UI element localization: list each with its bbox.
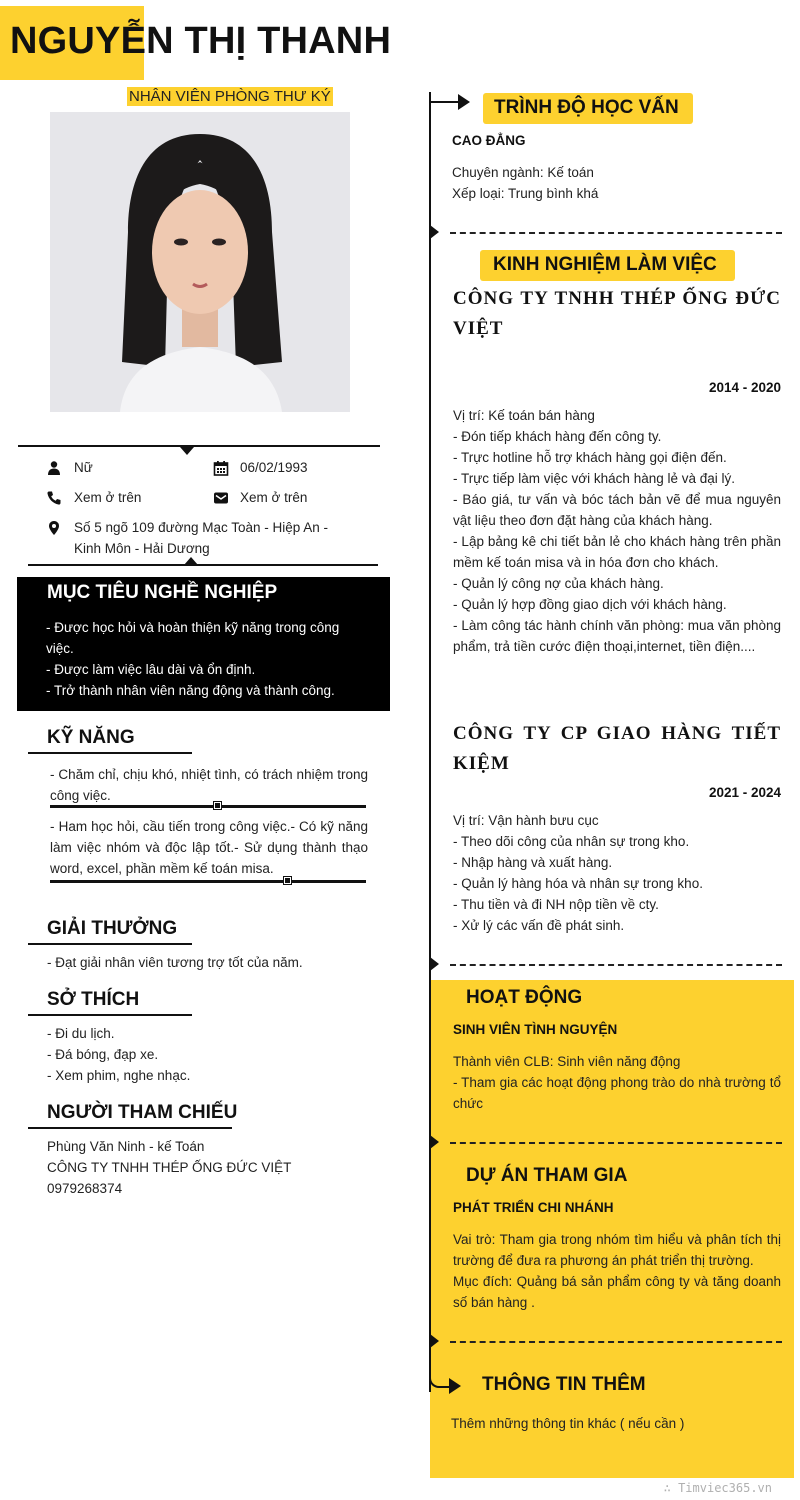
job-details: Vị trí: Kế toán bán hàng - Đón tiếp khách hàng đến công ty. - Trực hotline hỗ trợ khách hàng gọi điện đến. - Trực tiếp làm việc với khách hàng lẻ và đại lý. - Báo giá, tư vấn và bóc tách bản vẽ để mua nguyên vật liệu theo đơn đặt hàng của khách hàng. - Lập bảng kê chi tiết bản lẻ cho khách hàng trên phần mềm kế toán misa và in hóa đơn cho khách. - Quản lý công nợ của khách hàng. - Quản lý hợp đồng giao dịch với khách hàng. - Làm công tác hành chính văn phòng: mua văn phòng phẩm, trả tiền cước điện thoại,internet, tiền điện.... bbox=[453, 408, 781, 654]
job-details: Vị trí: Vận hành bưu cục - Theo dõi công của nhân sự trong kho. - Nhập hàng và xuất hàng. - Quản lý hàng hóa và nhân sự trong kho. - Thu tiền và đi NH nộp tiền về cty. - Xử lý các vấn đề phát sinh. bbox=[453, 813, 703, 933]
objective-item: - Được làm việc lâu dài và ổn định. bbox=[46, 662, 256, 677]
extra-info-text: Thêm những thông tin khác ( nếu cần ) bbox=[451, 1416, 685, 1431]
map-marker-icon bbox=[46, 520, 62, 536]
skill-item: - Chăm chỉ, chịu khó, nhiệt tình, có trách nhiệm trong công việc. bbox=[50, 767, 368, 803]
activity-org: SINH VIÊN TÌNH NGUYỆN bbox=[453, 1022, 618, 1037]
education-line: Chuyên ngành: Kế toán bbox=[452, 165, 594, 180]
envelope-icon bbox=[213, 490, 229, 506]
watermark: ∴ Timviec365.vn bbox=[663, 1481, 772, 1495]
phone-icon bbox=[46, 490, 62, 506]
section-underline bbox=[28, 1127, 232, 1129]
job-title: NHÂN VIÊN PHÒNG THƯ KÝ bbox=[129, 88, 331, 105]
email-value: Xem ở trên bbox=[240, 490, 308, 505]
reference-line: 0979268374 bbox=[47, 1181, 123, 1196]
gender-value: Nữ bbox=[74, 460, 93, 475]
divider-arrow bbox=[180, 447, 194, 455]
skill-item: - Ham học hỏi, cầu tiến trong công việc.- Có kỹ năng làm việc nhóm và độc lập tốt.- Sử dụng thành thạo word, excel, phần mềm kế toán misa. bbox=[50, 819, 368, 876]
contact-divider-top bbox=[18, 445, 380, 447]
education-level: CAO ĐẲNG bbox=[452, 133, 526, 148]
hobby-item: - Đi du lịch. bbox=[47, 1026, 115, 1041]
extra-info-title: THÔNG TIN THÊM bbox=[482, 1374, 646, 1395]
address-line-1: Số 5 ngõ 109 đường Mạc Toàn - Hiệp An - bbox=[74, 520, 329, 535]
slider-handle[interactable] bbox=[283, 876, 292, 885]
references-title: NGƯỜI THAM CHIẾU bbox=[47, 1102, 238, 1123]
reference-line: Phùng Văn Ninh - kế Toán bbox=[47, 1139, 205, 1154]
projects-title: DỰ ÁN THAM GIA bbox=[466, 1165, 628, 1186]
job-period: 2014 - 2020 bbox=[708, 380, 781, 395]
timeline-marker bbox=[430, 1135, 439, 1149]
phone-value: Xem ở trên bbox=[74, 490, 142, 505]
job-period: 2021 - 2024 bbox=[708, 785, 781, 800]
hobby-item: - Đá bóng, đạp xe. bbox=[47, 1047, 159, 1062]
section-underline bbox=[28, 1014, 192, 1016]
skill-level-slider[interactable] bbox=[50, 805, 366, 808]
section-divider bbox=[450, 1142, 782, 1144]
education-title: TRÌNH ĐỘ HỌC VẤN bbox=[494, 97, 679, 118]
activity-details: Thành viên CLB: Sinh viên năng động - Tham gia các hoạt động phong trào do nhà trường tổ chức bbox=[453, 1054, 781, 1111]
experience-title: KINH NGHIỆM LÀM VIỆC bbox=[493, 254, 717, 275]
timeline-marker bbox=[430, 1334, 439, 1348]
arrow-right-icon bbox=[458, 94, 470, 110]
education-details bbox=[452, 162, 598, 204]
hobbies-list bbox=[47, 1023, 190, 1086]
company-name: CÔNG TY CP GIAO HÀNG TIẾT KIỆM bbox=[453, 723, 781, 774]
timeline-marker bbox=[430, 957, 439, 971]
calendar-icon bbox=[213, 460, 229, 476]
reference-line: CÔNG TY TNHH THÉP ỐNG ĐỨC VIỆT bbox=[47, 1160, 292, 1175]
section-divider bbox=[450, 232, 782, 234]
arrow-right-icon bbox=[449, 1378, 461, 1394]
timeline-marker bbox=[430, 225, 439, 239]
address-line-2: Kinh Môn - Hải Dương bbox=[74, 541, 210, 556]
dob-value: 06/02/1993 bbox=[240, 460, 308, 475]
career-objective-section bbox=[17, 577, 390, 711]
hobby-item: - Xem phim, nghe nhạc. bbox=[47, 1068, 191, 1083]
section-title: MỤC TIÊU NGHỀ NGHIỆP bbox=[47, 582, 278, 603]
section-divider bbox=[450, 1341, 782, 1343]
company-name: CÔNG TY TNHH THÉP ỐNG ĐỨC VIỆT bbox=[453, 288, 781, 339]
references-list bbox=[47, 1136, 291, 1199]
objective-item: - Trở thành nhân viên năng động và thành công. bbox=[46, 683, 335, 698]
watermark-text: Timviec365.vn bbox=[678, 1481, 772, 1495]
activities-title: HOẠT ĐỘNG bbox=[466, 987, 583, 1008]
candidate-name: NGUYỄN THỊ THANH bbox=[10, 20, 392, 62]
contact-divider-bottom bbox=[28, 564, 378, 566]
project-details: Vai trò: Tham gia trong nhóm tìm hiểu và phân tích thị trường để đưa ra phương án phát triển thị trường. Mục đích: Quảng bá sản phẩm công ty và tăng doanh số bán hàng . bbox=[453, 1232, 781, 1310]
timeline-line bbox=[429, 92, 431, 1392]
objective-item: - Được học hỏi và hoàn thiện kỹ năng trong công việc. bbox=[46, 620, 340, 656]
section-underline bbox=[28, 752, 192, 754]
section-divider bbox=[450, 964, 782, 966]
education-line: Xếp loại: Trung bình khá bbox=[452, 186, 599, 201]
skill-level-slider[interactable] bbox=[50, 880, 366, 883]
awards-title: GIẢI THƯỞNG bbox=[47, 918, 178, 939]
slider-handle[interactable] bbox=[213, 801, 222, 810]
section-underline bbox=[28, 943, 192, 945]
user-icon bbox=[46, 460, 62, 476]
avatar bbox=[50, 112, 350, 412]
project-name: PHÁT TRIỂN CHI NHÁNH bbox=[453, 1200, 614, 1215]
objective-list bbox=[46, 617, 366, 701]
hobbies-title: SỞ THÍCH bbox=[47, 989, 140, 1010]
skills-title: KỸ NĂNG bbox=[47, 727, 135, 748]
award-item: - Đạt giải nhân viên tương trợ tốt của năm. bbox=[47, 955, 303, 970]
